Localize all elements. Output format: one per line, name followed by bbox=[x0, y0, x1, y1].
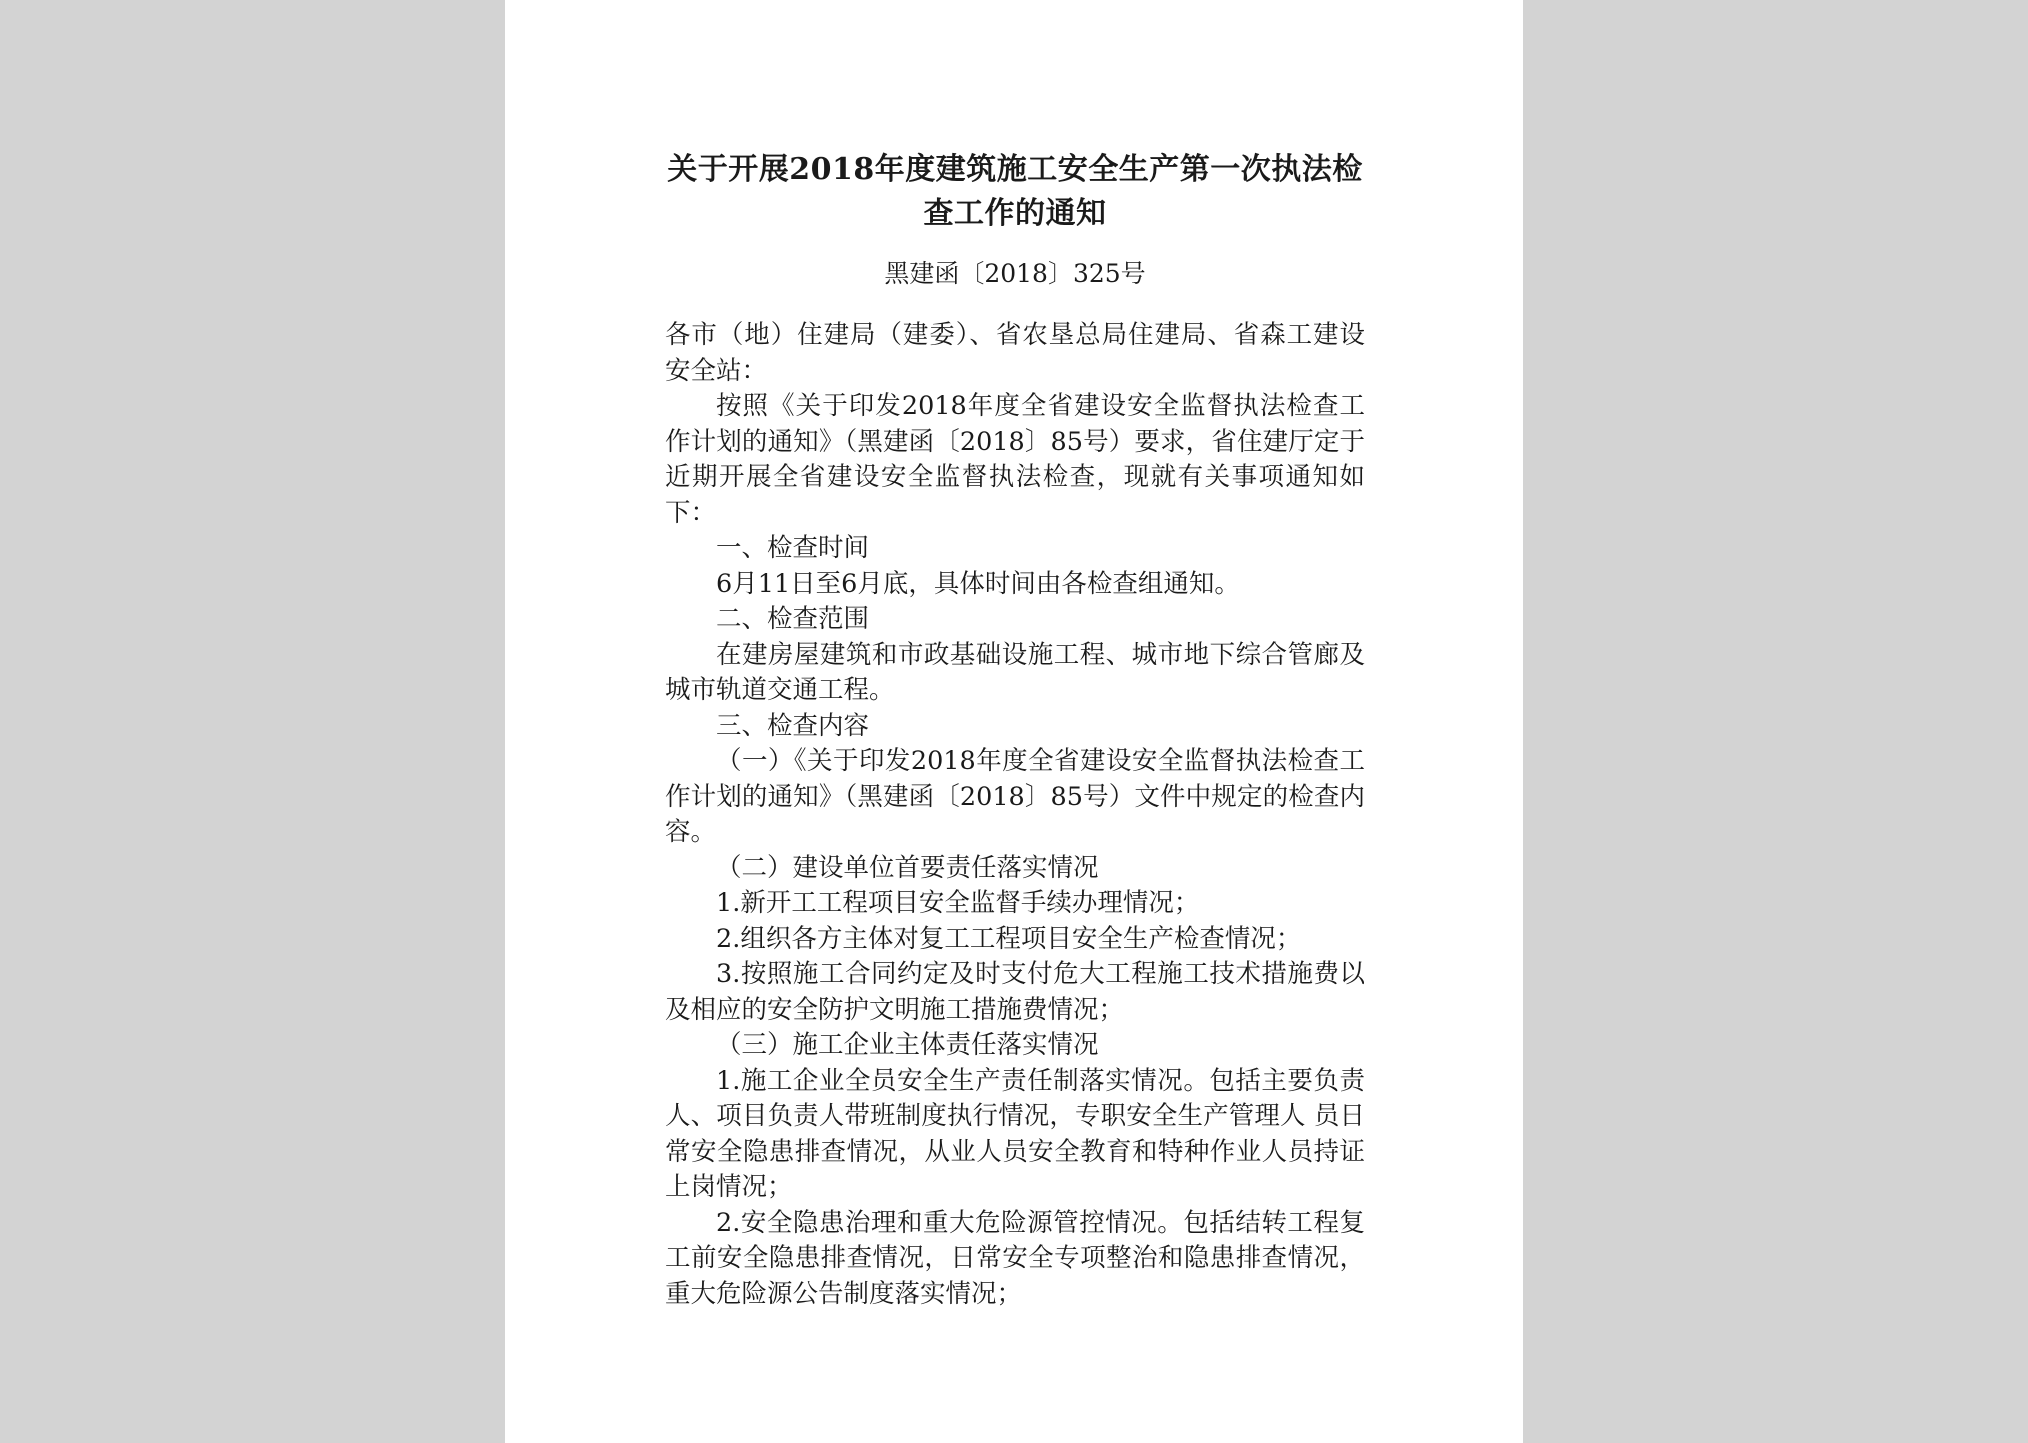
document-page bbox=[505, 0, 1523, 1443]
salutation: 各市（地）住建局（建委）、省农垦总局住建局、省森工建设安全站： bbox=[665, 320, 1365, 386]
document-title: 关于开展2018年度建筑施工安全生产第一次执法检查工作的通知 bbox=[667, 152, 1363, 231]
paragraph-content-1: （一）《关于印发2018年度全省建设安全监督执法检查工作计划的通知》（黑建函〔2018〕85号）文件中规定的检查内容。 bbox=[665, 746, 1365, 847]
list-item-contractor-2: 2.安全隐患治理和重大危险源管控情况。包括结转工程复工前安全隐患排查情况，日常安全专项整治和隐患排查情况，重大危险源公告制度落实情况； bbox=[665, 1207, 1365, 1309]
section-heading-time: 一、检查时间 bbox=[716, 533, 870, 563]
document-number: 黑建函〔2018〕325号 bbox=[884, 259, 1146, 288]
subsection-heading-builder: （二）建设单位首要责任落实情况 bbox=[716, 852, 1099, 883]
paragraph-scope: 在建房屋建筑和市政基础设施工程、城市地下综合管廊及城市轨道交通工程。 bbox=[665, 639, 1365, 705]
list-item-contractor-1: 1.施工企业全员安全生产责任制落实情况。包括主要负责人、项目负责人带班制度执行情况，专职安全生产管理人 员日常安全隐患排查情况，从业人员安全教育和特种作业人员持证上岗情况； bbox=[665, 1065, 1365, 1202]
section-heading-scope: 二、检查范围 bbox=[716, 604, 870, 634]
document-body bbox=[665, 318, 1365, 1312]
list-item-builder-1: 1.新开工工程项目安全监督手续办理情况； bbox=[716, 888, 1200, 918]
section-heading-content: 三、检查内容 bbox=[716, 710, 870, 741]
list-item-builder-2: 2.组织各方主体对复工工程项目安全生产检查情况； bbox=[716, 923, 1302, 954]
list-item-builder-3: 3.按照施工合同约定及时支付危大工程施工技术措施费以及相应的安全防护文明施工措施费情况； bbox=[665, 959, 1365, 1025]
paragraph-intro: 按照《关于印发2018年度全省建设安全监督执法检查工作计划的通知》（黑建函〔2018〕85号）要求，省住建厅定于近期开展全省建设安全监督执法检查，现就有关事项通知如下： bbox=[665, 391, 1365, 528]
subsection-heading-contractor: （三）施工企业主体责任落实情况 bbox=[716, 1030, 1099, 1060]
page-content bbox=[665, 148, 1365, 1312]
paragraph-time: 6月11日至6月底，具体时间由各检查组通知。 bbox=[716, 568, 1240, 599]
